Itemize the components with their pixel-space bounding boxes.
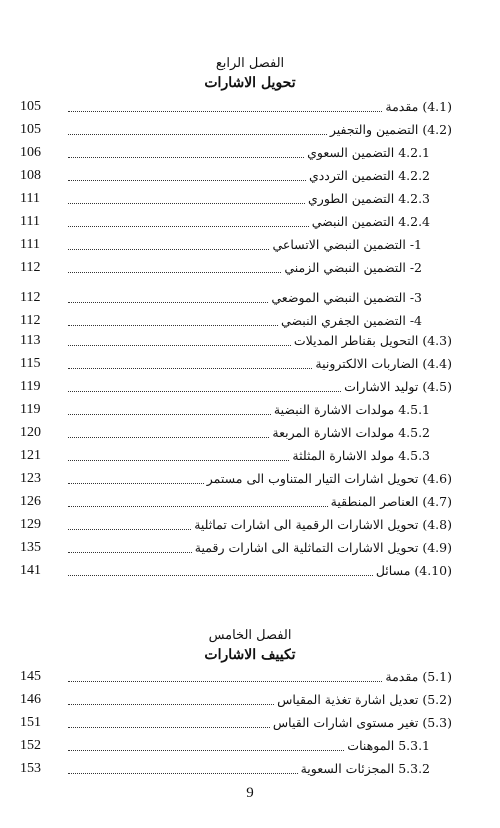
toc-entry (0, 287, 500, 309)
leader-dots (68, 134, 327, 135)
toc-page-number: 153 (20, 761, 41, 776)
toc-entry (0, 422, 500, 444)
toc-entry (0, 666, 500, 688)
toc-entry-title: (5.2) تعديل اشارة تغذية المقياس (277, 692, 452, 707)
leader-dots (68, 460, 289, 461)
toc-entry (0, 491, 500, 513)
toc-entry (0, 758, 500, 780)
toc-entry-title: (4.7) العناصر المنطقية (330, 494, 452, 509)
leader-dots (68, 302, 268, 303)
toc-page-number: 111 (20, 214, 40, 229)
leader-dots (68, 704, 274, 705)
leader-dots (68, 529, 191, 530)
chapter-5-subtitle: تكييف الاشارات (204, 647, 296, 663)
toc-entry-title: (4.5) توليد الاشارات (344, 379, 452, 394)
toc-entry-title: 4.2.3 التضمين الطوري (308, 191, 430, 206)
toc-entry (0, 445, 500, 467)
toc-entry (0, 537, 500, 559)
toc-page-number: 112 (20, 290, 41, 305)
leader-dots (68, 681, 382, 682)
toc-entry-title: 4- التضمين الجفري النبضي (281, 313, 422, 328)
toc-entry (0, 142, 500, 164)
toc-entry-title: (4.3) التحويل بقناطر المديلات (293, 333, 452, 348)
toc-page-number: 119 (20, 402, 41, 417)
toc-entry-title: 4.2.1 التضمين السعوي (307, 145, 430, 160)
toc-entry (0, 330, 500, 352)
leader-dots (68, 773, 298, 774)
toc-entry-title: (4.2) التضمين والتجفير (329, 122, 452, 137)
toc-entry (0, 188, 500, 210)
toc-page-number: 129 (20, 517, 41, 532)
toc-page-number: 135 (20, 540, 41, 555)
toc-entry-title: (4.6) تحويل اشارات التيار المتناوب الى مستمر (206, 471, 452, 486)
toc-page-number: 126 (20, 494, 41, 509)
chapter-4-title: الفصل الرابع (215, 56, 285, 71)
toc-page-number: 119 (20, 379, 41, 394)
toc-page-number: 123 (20, 471, 41, 486)
toc-page-number: 112 (20, 260, 41, 275)
toc-entry-title: (4.1) مقدمة (385, 99, 452, 114)
toc-page-number: 112 (20, 313, 41, 328)
leader-dots (68, 272, 281, 273)
leader-dots (68, 437, 269, 438)
toc-page-number: 111 (20, 237, 40, 252)
toc-entry (0, 735, 500, 757)
toc-entry-title: (4.9) تحويل الاشارات التماثلية الى اشارات رقمية (194, 540, 452, 555)
toc-entry (0, 376, 500, 398)
leader-dots (68, 111, 382, 112)
leader-dots (68, 414, 271, 415)
toc-entry-title: 4.5.1 مولدات الاشارة النبضية (273, 402, 430, 417)
toc-entry-title: (4.8) تحويل الاشارات الرقمية الى اشارات تماثلية (194, 517, 452, 532)
leader-dots (68, 750, 344, 751)
leader-dots (68, 249, 269, 250)
toc-page-number: 121 (20, 448, 41, 463)
toc-entry (0, 96, 500, 118)
toc-entry-title: 4.2.4 التضمين النبضي (311, 214, 430, 229)
leader-dots (68, 368, 312, 369)
toc-entry-title: 4.5.3 مولد الاشارة المثلثة (292, 448, 430, 463)
toc-entry (0, 399, 500, 421)
toc-page-number: 141 (20, 563, 41, 578)
toc-page-number: 108 (20, 168, 41, 183)
toc-page-number: 105 (20, 122, 41, 137)
leader-dots (68, 506, 328, 507)
toc-entry-title: 4.5.2 مولدات الاشارة المربعة (272, 425, 430, 440)
toc-page-number: 151 (20, 715, 41, 730)
toc-entry (0, 712, 500, 734)
toc-entry-title: 1- التضمين النبضي الاتساعي (272, 237, 422, 252)
toc-entry-title: 3- التضمين النبضي الموضعي (271, 290, 422, 305)
toc-page-number: 105 (20, 99, 41, 114)
leader-dots (68, 391, 341, 392)
toc-entry (0, 514, 500, 536)
toc-entry (0, 119, 500, 141)
toc-entry (0, 257, 500, 279)
chapter-4-subtitle: تحويل الاشارات (204, 75, 296, 91)
toc-entry-title: (4.10) مسائل (375, 563, 452, 578)
chapter-5-title: الفصل الخامس (208, 628, 292, 643)
leader-dots (68, 575, 373, 576)
leader-dots (68, 180, 306, 181)
toc-entry-title: (4.4) الضاربات الالكترونية (315, 356, 452, 371)
toc-page-number: 146 (20, 692, 41, 707)
toc-entry-title: 5.3.1 الموهنات (347, 738, 430, 753)
toc-entry (0, 165, 500, 187)
toc-entry-title: (5.3) تغير مستوى اشارات القياس (272, 715, 452, 730)
leader-dots (68, 483, 204, 484)
page-number: 9 (246, 785, 254, 801)
toc-entry (0, 211, 500, 233)
toc-entry-title: 5.3.2 المجزئات السعوية (300, 761, 430, 776)
leader-dots (68, 345, 291, 346)
toc-entry (0, 234, 500, 256)
toc-entry-title: 4.2.2 التضمين الترددي (308, 168, 430, 183)
leader-dots (68, 226, 309, 227)
toc-entry (0, 560, 500, 582)
toc-entry (0, 468, 500, 490)
toc-entry-title: (5.1) مقدمة (385, 669, 452, 684)
leader-dots (68, 727, 270, 728)
toc-page-number: 115 (20, 356, 41, 371)
leader-dots (68, 552, 192, 553)
toc-entry-title: 2- التضمين النبضي الزمني (284, 260, 422, 275)
toc-entry (0, 353, 500, 375)
toc-page-number: 111 (20, 191, 40, 206)
toc-page-number: 152 (20, 738, 41, 753)
leader-dots (68, 157, 304, 158)
leader-dots (68, 203, 305, 204)
toc-entry (0, 689, 500, 711)
toc-page-number: 120 (20, 425, 41, 440)
toc-page-number: 113 (20, 333, 41, 348)
toc-page-number: 106 (20, 145, 41, 160)
toc-entry (0, 310, 500, 332)
toc-page-number: 145 (20, 669, 41, 684)
leader-dots (68, 325, 278, 326)
